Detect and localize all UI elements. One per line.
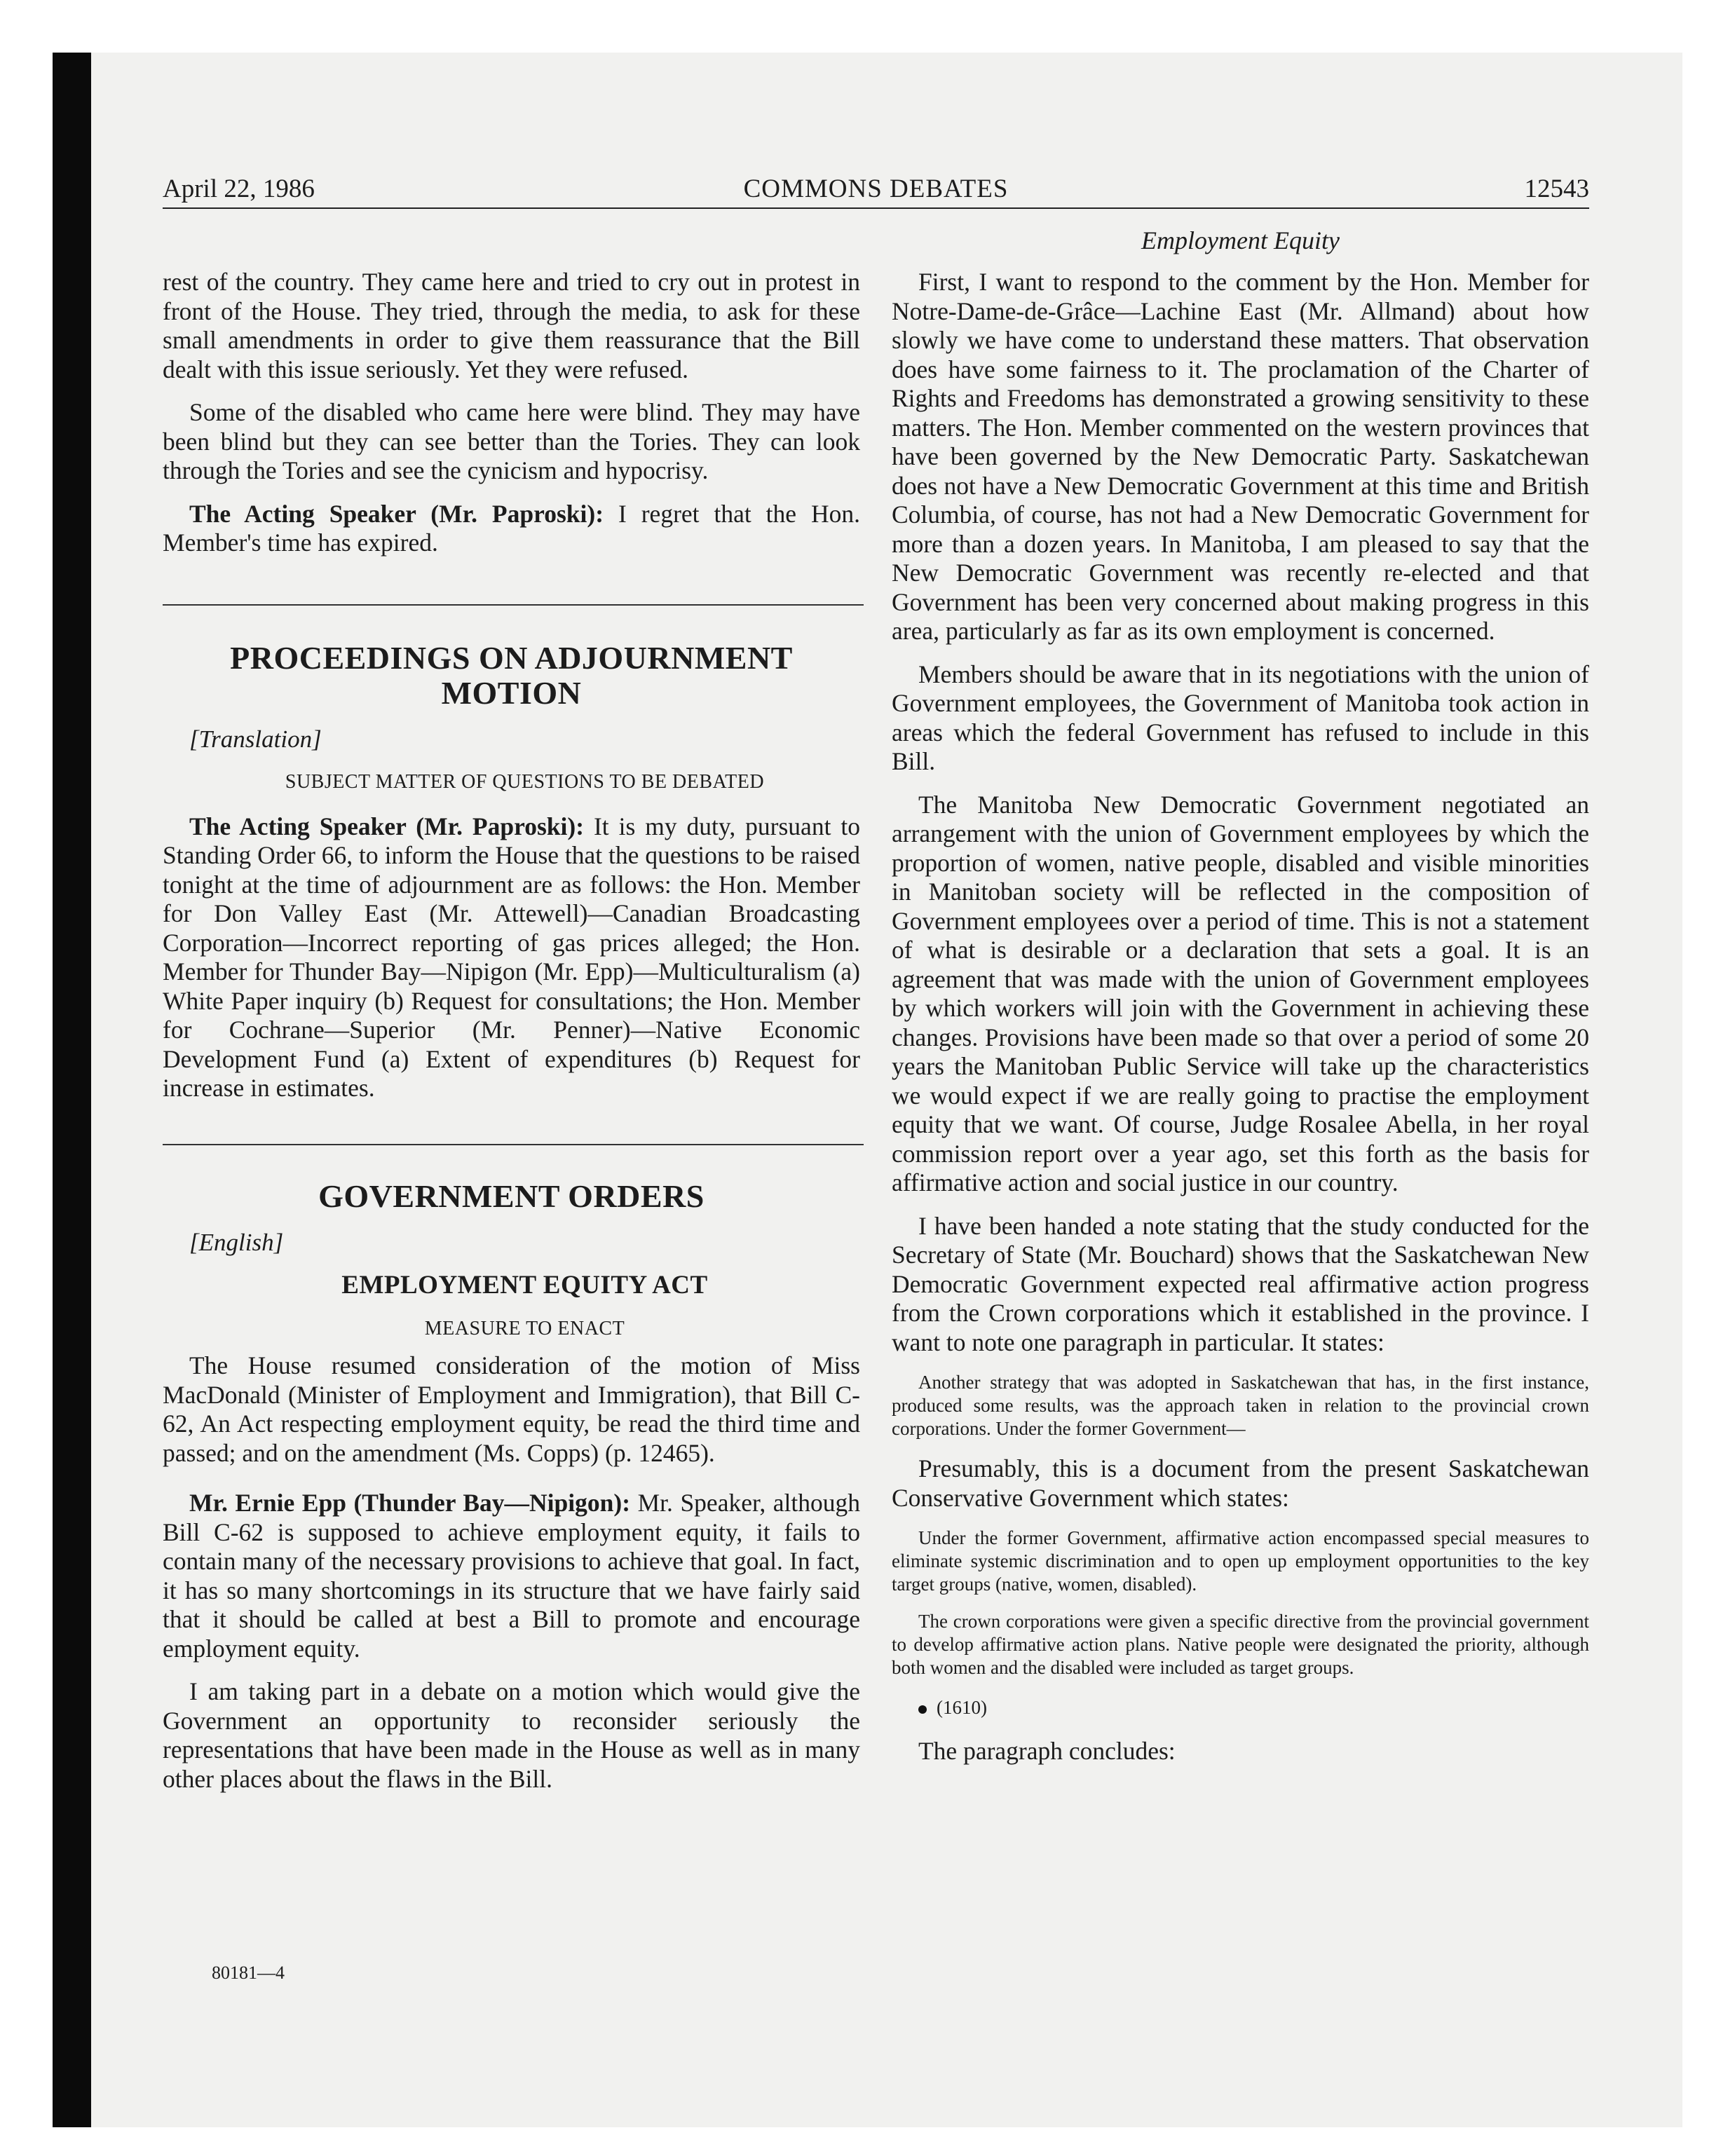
- left-paragraph-1: rest of the country. They came here and tried to cry out in protest in front of the House. They tried, through the media, to ask for these small amendments in order to give them reassurance that the Bill dealt with this issue seriously. Yet they were refused.: [163, 268, 860, 383]
- speech-text: Mr. Speaker, although Bill C-62 is supposed to achieve employment equity, it fails to contain many of the necessary provisions to achieve that goal. In fact, it has so many shortcomings in its structure that we have fairly said that it should be called at best a Bill to promote and encourage employment equity.: [163, 1489, 861, 1663]
- heading-government-orders: GOVERNMENT ORDERS: [318, 1178, 705, 1214]
- speech-text: I regret that the Hon. Member's time has expired.: [163, 499, 860, 557]
- scan-binding-edge: [53, 53, 91, 2127]
- time-marker: [892, 1693, 1589, 1723]
- right-column: [892, 268, 1589, 1780]
- header-date: April 22, 1986: [163, 175, 315, 203]
- speaker-name: The Acting Speaker (Mr. Paproski):: [189, 499, 604, 528]
- header-rule: [163, 207, 1589, 209]
- speech-text: It is my duty, pursuant to Standing Order 66, to inform the House that the questions to be raised tonight at the time of adjournment are as follows: the Hon. Member for Don Valley East (Mr. Attewell)—Canadian Broadcasting Corporation—Incorrect reporting of gas prices alleged; the Hon. Member for Thunder Bay—Nipigon (Mr. Epp)—Multiculturalism (a) White Paper inquiry (b) Request for consultations; the Hon. Member for Cochrane—Superior (Mr. Penner)—Native Economic Development Fund (a) Extent of expenditures (b) Request for increase in estimates.: [163, 812, 860, 1102]
- right-paragraph-2: Members should be aware that in its negotiations with the union of Government employees, the Government of Manitoba took action in areas which the federal Government has refused to include in this Bill.: [892, 660, 1589, 775]
- header-title: COMMONS DEBATES: [743, 175, 1009, 203]
- right-paragraph-6: The paragraph concludes:: [918, 1736, 1176, 1765]
- right-paragraph-3: The Manitoba New Democratic Government negotiated an arrangement with the union of Government employees by which the proportion of women, native people, disabled and visible minorities in Manitoban society will be reflected in the composition of Government employees over a period of time. This is not a statement of what is desirable or a declaration that sets a goal. It is an agreement that was made with the union of Government employees by which workers will join with the Government in achieving these changes. Provisions have been made so that over a period of some 20 years the Manitoban Public Service will take up the characteristics we would expect if we are really going to practise the employment equity that we want. Of course, Judge Rosalee Abella, in her royal commission report over a year ago, set this forth as the basis for affirmative action and social justice in our country.: [892, 790, 1589, 1196]
- section-divider: [163, 1144, 864, 1145]
- left-column: [163, 268, 860, 1808]
- left-paragraph-4: [163, 812, 860, 1103]
- left-paragraph-3: [163, 500, 860, 558]
- section-divider: [163, 604, 864, 606]
- speaker-name: Mr. Ernie Epp (Thunder Bay—Nipigon):: [189, 1489, 631, 1517]
- speaker-name: The Acting Speaker (Mr. Paproski):: [189, 812, 585, 840]
- translation-tag: [Translation]: [189, 725, 322, 753]
- footer-code: 80181—4: [212, 1963, 285, 1983]
- left-paragraph-5: The House resumed consideration of the motion of Miss MacDonald (Minister of Employment and Immigration), that Bill C-62, An Act respecting employment equity, be read the third time and passed; and on the amendment (Ms. Copps) (p. 12465).: [163, 1351, 860, 1467]
- page-header: [163, 170, 1589, 208]
- block-quote-1: Another strategy that was adopted in Saskatchewan that has, in the first instance, produced some results, was the approach taken in relation to the provincial crown corporations. Under the former Government—: [892, 1372, 1589, 1439]
- time-marker-text: (1610): [937, 1697, 987, 1718]
- heading-proceedings-on-adjournment: PROCEEDINGS ON ADJOURNMENT MOTION: [230, 639, 793, 711]
- block-quote-3: The crown corporations were given a specific directive from the provincial government to develop affirmative action plans. Native people were designated the priority, although both women and the disabled were included as target groups.: [892, 1611, 1589, 1678]
- running-head: Employment Equity: [1141, 226, 1340, 254]
- english-tag: [English]: [189, 1228, 284, 1256]
- block-quote-2: Under the former Government, affirmative action encompassed special measures to eliminate systemic discrimination and to open up employment opportunities to the key target groups (native, women, disabled).: [892, 1527, 1589, 1595]
- right-paragraph-4: I have been handed a note stating that the study conducted for the Secretary of State (Mr. Bouchard) shows that the Saskatchewan New Democratic Government expected real affirmative action progress from the Crown corporations which it established in the province. I want to note one paragraph in particular. It states:: [892, 1211, 1589, 1356]
- bullet-icon: [918, 1705, 927, 1714]
- left-paragraph-2: Some of the disabled who came here were blind. They may have been blind but they can see better than the Tories. They can look through the Tories and see the cynicism and hypocrisy.: [163, 398, 860, 484]
- subject-matter-heading: SUBJECT MATTER OF QUESTIONS TO BE DEBATED: [285, 771, 765, 793]
- header-page-number: 12543: [1524, 175, 1589, 203]
- measure-to-enact: MEASURE TO ENACT: [424, 1317, 625, 1339]
- right-paragraph-5: Presumably, this is a document from the present Saskatchewan Conservative Government which states:: [892, 1454, 1589, 1512]
- left-paragraph-6: [163, 1489, 860, 1663]
- heading-employment-equity-act: EMPLOYMENT EQUITY ACT: [341, 1271, 708, 1299]
- right-paragraph-1: First, I want to respond to the comment by the Hon. Member for Notre-Dame-de-Grâce—Lachine East (Mr. Allmand) about how slowly we have come to understand these matters. That observation does have some fairness to it. The proclamation of the Charter of Rights and Freedoms has demonstrated a growing sensitivity to these matters. The Hon. Member commented on the western provinces that have been governed by the New Democratic Party. Saskatchewan does not have a New Democratic Government at this time and British Columbia, of course, has not had a New Democratic Government for more than a dozen years. In Manitoba, I am pleased to say that the New Democratic Government was recently re-elected and that Government has been very concerned about making progress in this area, particularly as far as its own employment is concerned.: [892, 268, 1589, 645]
- left-paragraph-7: I am taking part in a debate on a motion which would give the Government an opportunity to reconsider seriously the representations that have been made in the House as well as in many other places about the flaws in the Bill.: [163, 1677, 860, 1793]
